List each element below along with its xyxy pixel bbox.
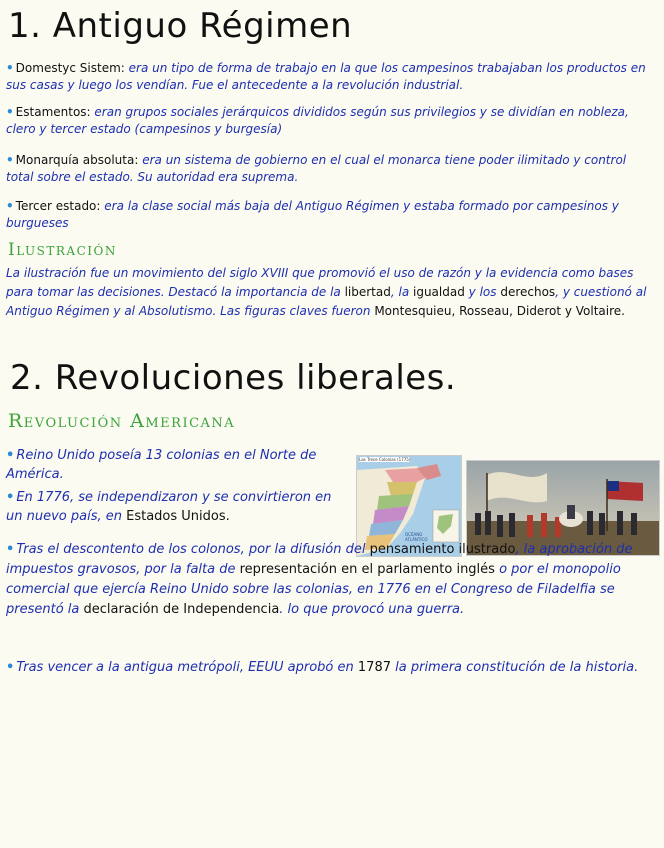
text: La ilustración fue un movimiento del siglo XVIII que promovió el uso de razón y la evidencia como bases para tomar las decisiones. Destacó la importancia de la [6,266,634,299]
section1-item-2 [6,104,646,138]
text: y los [464,285,501,299]
definition: era la clase social más baja del Antiguo Régimen y estaba formado por campesinos y burgueses [6,199,619,230]
bullet-icon: • [6,199,14,213]
term: Monarquía absoluta: [15,153,139,167]
section2-bullet-2 [6,488,346,526]
section2-bullet-4 [6,658,656,677]
section1-title: 1. Antiguo Régimen [8,6,353,46]
definition: eran grupos sociales jerárquicos divididos según sus privilegios y se dividían en nobleza, clero y tercer estado (campesinos y burgesía) [6,105,629,136]
keyword: declaración de Independencia [83,602,280,617]
term: Tercer estado: [15,199,101,213]
section1-item-4 [6,198,646,232]
keyword: pensamiento ilustrado [369,542,516,557]
text: , la [390,285,413,299]
text: Tras el descontento de los colonos, por la difusión del [16,542,370,557]
section2-bullet-1 [6,446,336,484]
bullet-icon: • [6,105,14,119]
section2-title: 2. Revoluciones liberales. [10,358,457,398]
text: Tras vencer a la antigua metrópoli, EEUU aprobó en [16,660,358,675]
text: En 1776, se independizaron y se convirtieron en un nuevo país, en [6,490,332,524]
definition: era un tipo de forma de trabajo en la que los campesinos trabajaban los productos en sus casas y luego los vendían. Fue el antecedente a la revolución industrial. [6,61,646,92]
keyword: Montesquieu, Rosseau, Diderot y Voltaire. [374,304,625,318]
term: Estamentos: [15,105,91,119]
keyword: Estados Unidos. [126,509,230,524]
bullet-icon: • [6,660,15,675]
definition: era un sistema de gobierno en el cual el monarca tiene poder ilimitado y control total sobre el estado. Su autoridad era suprema. [6,153,627,184]
ilustracion-heading: Ilustración [8,240,117,260]
text: o por el monopolio comercial que ejercía Reino Unido sobre las colonias, en 1776 en el Congreso de Filadelfia se presentó la [6,562,621,617]
map-ocean-label: OCÉANO ATLÁNTICO [405,532,428,542]
term: Domestyc Sistem: [15,61,125,75]
map-title: Las Trece Colonias (1775) [359,457,411,462]
text: la primera constitución de la historia. [391,660,639,675]
revolucion-americana-heading: Revolución Americana [8,410,236,432]
section1-item-1 [6,60,646,94]
text: Reino Unido poseía 13 colonias en el Norte de América. [6,448,317,482]
keyword: representación en el parlamento inglés [239,562,495,577]
text: . lo que provocó una guerra. [279,602,465,617]
bullet-icon: • [6,542,15,557]
bullet-icon: • [6,61,14,75]
keyword: libertad [344,285,391,299]
keyword: derechos [500,285,556,299]
bullet-icon: • [6,153,14,167]
text: , y cuestionó al Antiguo Régimen y al Absolutismo. Las figuras claves fueron [6,285,647,318]
bullet-icon: • [6,490,15,505]
text: , la aprobación de impuestos gravosos, por la falta de [6,542,633,577]
section2-bullet-3 [6,540,661,620]
keyword: 1787 [357,660,391,675]
ilustracion-paragraph [6,264,656,321]
section1-item-3 [6,152,654,186]
keyword: igualdad [413,285,465,299]
bullet-icon: • [6,448,15,463]
